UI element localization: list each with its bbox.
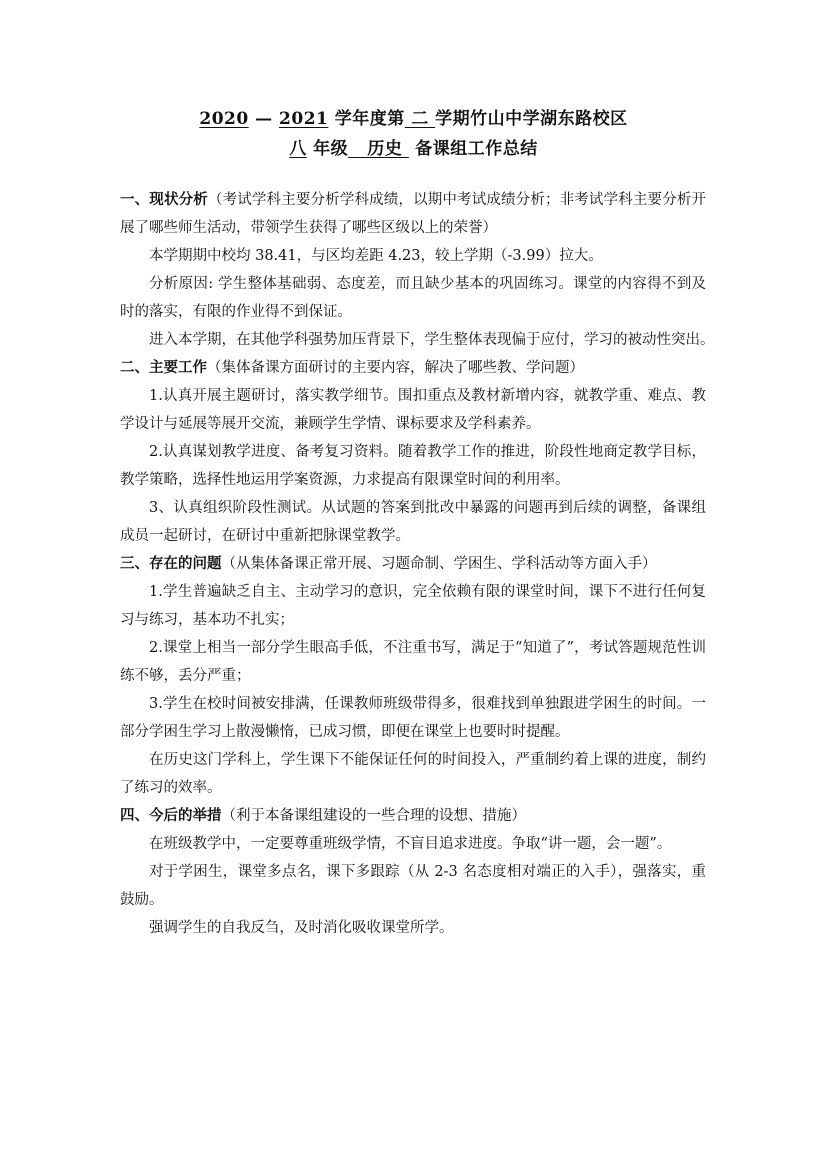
paragraph: 在班级教学中，一定要尊重班级学情，不盲目追求进度。争取“讲一题，会一题”。 [149, 836, 672, 852]
year-end: 2021 [279, 109, 329, 129]
grade: 八 [289, 139, 307, 159]
document-body [120, 186, 715, 942]
paragraph: 2.认真谋划教学进度、备考复习资料。随着教学工作的推进，阶段性地商定教学目标，教学策略，选择性地运用学案资源，力求提高有限课堂时间的利用率。 [120, 444, 706, 488]
section-heading-measures [120, 802, 706, 830]
paragraph: 3、认真组织阶段性测试。从试题的答案到批改中暴露的问题再到后续的调整，备课组成员一起研讨，在研讨中重新把脉课堂教学。 [120, 500, 706, 544]
paragraph: 强调学生的自我反刍，及时消化吸收课堂所学。 [149, 920, 454, 936]
paragraph: 1.学生普遍缺乏自主、主动学习的意识，完全依赖有限的课堂时间，课下不进行任何复习与练习，基本功不扎实； [120, 584, 706, 628]
section-heading-problems [120, 550, 706, 578]
section-4-title: 四、今后的举措 [120, 807, 222, 824]
paragraph: 3.学生在校时间被安排满，任课教师班级带得多，很难找到单独跟进学困生的时间。一部分学困生学习上散漫懒惰，已成习惯，即便在课堂上也要时时提醒。 [120, 696, 706, 740]
paragraph: 本学期期中校均 38.41，与区均差距 4.23，较上学期（-3.99）拉大。 [149, 248, 603, 264]
section-heading-main-work [120, 354, 706, 382]
section-3-note: （从集体备课正常开展、习题命制、学困生、学科活动等方面入手） [221, 556, 657, 572]
section-heading-status [120, 186, 706, 242]
section-1-title: 一、现状分析 [120, 191, 208, 208]
year-start: 2020 [199, 109, 249, 129]
term-number: 二 [404, 109, 436, 129]
school-name: 学期竹山中学湖东路校区 [435, 109, 628, 129]
section-2-title: 二、主要工作 [120, 359, 207, 376]
year-dash: — [248, 109, 280, 129]
section-4-note: （利于本备课组建设的一些合理的设想、措施） [221, 808, 526, 824]
section-2-note: （集体备课方面研讨的主要内容，解决了哪些教、学问题） [207, 360, 584, 376]
paragraph: 2.课堂上相当一部分学生眼高手低，不注重书写，满足于“知道了”，考试答题规范性训练不够，丢分严重； [120, 640, 706, 684]
paragraph: 在历史这门学科上，学生课下不能保证任何的时间投入，严重制约着上课的进度，制约了练习的效率。 [120, 752, 706, 796]
paragraph: 对于学困生，课堂多点名，课下多跟踪（从 2-3 名态度相对端正的入手），强落实，重鼓励。 [120, 864, 706, 908]
section-3-title: 三、存在的问题 [120, 555, 222, 572]
document-title-line-2 [0, 134, 827, 159]
title-suffix: 备课组工作总结 [408, 139, 538, 159]
paragraph: 1.认真开展主题研讨，落实教学细节。围扣重点及教材新增内容，就教学重、难点、教学设计与延展等展开交流，兼顾学生学情、课标要求及学科素养。 [120, 388, 706, 432]
document-title-line-1 [0, 104, 827, 129]
grade-suffix: 年级 [306, 139, 349, 159]
title-text-a: 学年度第 [328, 109, 405, 129]
paragraph: 进入本学期，在其他学科强势加压背景下，学生整体表现偏于应付，学习的被动性突出。 [149, 332, 715, 348]
paragraph: 分析原因: 学生整体基础弱、态度差，而且缺少基本的巩固练习。课堂的内容得不到及时的落实，有限的作业得不到保证。 [120, 276, 706, 320]
section-1-note: （考试学科主要分析学科成绩，以期中考试成绩分析；非考试学科主要分析开展了哪些师生活动，带领学生获得了哪些区级以上的荣誉） [120, 192, 707, 236]
subject: 历史 [348, 139, 409, 159]
